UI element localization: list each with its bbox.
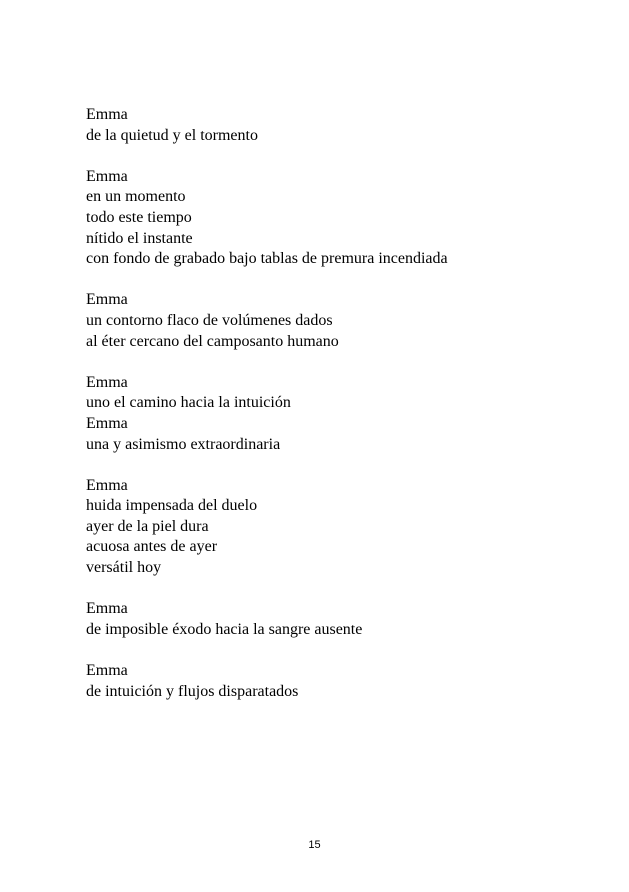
stanza xyxy=(86,373,606,455)
poem-line: de intuición y flujos disparatados xyxy=(86,682,299,700)
stanza xyxy=(86,167,606,270)
poem-line: Emma xyxy=(86,106,128,123)
poem-line: con fondo de grabado bajo tablas de premura incendiada xyxy=(86,250,448,268)
poem-line: un contorno flaco de volúmenes dados xyxy=(86,311,333,329)
poem-line: Emma xyxy=(86,600,128,618)
poem-line: Emma xyxy=(86,373,128,391)
poem-line: en un momento xyxy=(86,188,186,206)
poem xyxy=(86,105,606,702)
stanza xyxy=(86,105,606,146)
stanza xyxy=(86,290,606,352)
poem-line: Emma xyxy=(86,291,128,309)
poem-line: nítido el instante xyxy=(86,229,193,247)
poem-line: de imposible éxodo hacia la sangre ausente xyxy=(86,620,363,638)
poem-line: de la quietud y el tormento xyxy=(86,126,258,144)
poem-line: Emma xyxy=(86,476,128,494)
poem-line: Emma xyxy=(86,414,128,432)
poem-line: todo este tiempo xyxy=(86,208,192,226)
page-number: 15 xyxy=(308,839,321,851)
poem-line: ayer de la piel dura xyxy=(86,517,209,535)
poem-line: uno el camino hacia la intuición xyxy=(86,394,291,412)
stanza xyxy=(86,476,606,579)
poem-line: una y asimismo extraordinaria xyxy=(86,435,281,453)
stanza xyxy=(86,661,606,702)
poem-line: Emma xyxy=(86,662,128,680)
poem-line: Emma xyxy=(86,167,128,185)
stanza xyxy=(86,599,606,640)
poem-line: al éter cercano del camposanto humano xyxy=(86,332,339,350)
poem-line: huida impensada del duelo xyxy=(86,497,258,515)
poem-line: acuosa antes de ayer xyxy=(86,538,218,556)
poem-line: versátil hoy xyxy=(86,559,162,577)
